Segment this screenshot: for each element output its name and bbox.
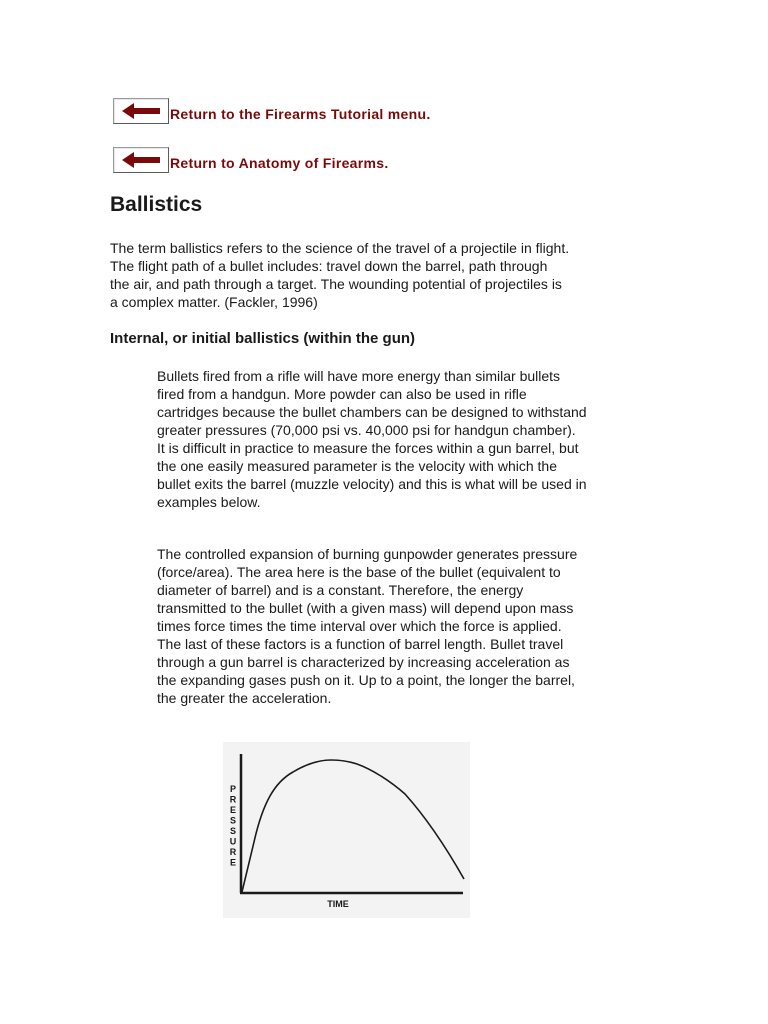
- y-axis-label-letter: P: [229, 784, 237, 794]
- y-axis-label-letter: S: [229, 815, 237, 826]
- y-axis-label-letter: E: [229, 857, 237, 868]
- y-axis-label-letter: R: [229, 847, 237, 857]
- intro-paragraph: The term ballistics refers to the science of the travel of a projectile in flight. The flight path of a bullet includes: travel down the barrel, path through the air, and path through a target. The wounding potential of projectiles is a complex matter. (Fackler, 1996): [110, 240, 570, 310]
- y-axis-label-letter: R: [229, 794, 237, 805]
- pressure-time-graph: [223, 742, 470, 918]
- pressure-curve: [242, 760, 464, 892]
- section-heading: Internal, or initial ballistics (within the gun): [110, 330, 416, 347]
- left-arrow-icon: [122, 103, 160, 119]
- body-paragraph: Bullets fired from a rifle will have more energy than similar bullets fired from a handgun. More powder can also be used in rifle cartridges because the bullet chambers can be designed to withstand greater pressures (70,000 psi vs. 40,000 psi for handgun chamber). It is difficult in practice to measure the forces within a gun barrel, but the one easily measured parameter is the velocity with which the bullet exits the barrel (muzzle velocity) and this is what will be used in examples below.: [157, 368, 587, 510]
- y-axis-label-letter: U: [229, 836, 237, 847]
- nav-row-anatomy: [113, 143, 389, 173]
- back-arrow-button[interactable]: [113, 98, 169, 124]
- tutorial-menu-link[interactable]: Return to the Firearms Tutorial menu.: [170, 106, 431, 122]
- back-arrow-button[interactable]: [113, 147, 169, 173]
- y-axis-label-letter: S: [229, 826, 237, 836]
- body-paragraph: The controlled expansion of burning gunpowder generates pressure (force/area). The area here is the base of the bullet (equivalent to diameter of barrel) and is a constant. Therefore, the energy transmitted to the bullet (with a given mass) will depend upon mass times force times the time interval over which the force is applied. The last of these factors is a function of barrel length. Bullet travel through a gun barrel is characterized by increasing acceleration as the expanding gases push on it. Up to a point, the longer the barrel, the greater the acceleration.: [157, 546, 578, 706]
- graph-svg: [223, 742, 470, 918]
- y-axis-label-letter: E: [229, 805, 237, 815]
- left-arrow-icon: [122, 152, 160, 168]
- x-axis-label: TIME: [327, 899, 349, 909]
- y-axis-label: [230, 784, 237, 868]
- nav-row-tutorial-menu: [113, 94, 431, 124]
- anatomy-of-firearms-link[interactable]: Return to Anatomy of Firearms.: [170, 155, 389, 171]
- page-title: Ballistics: [110, 193, 203, 216]
